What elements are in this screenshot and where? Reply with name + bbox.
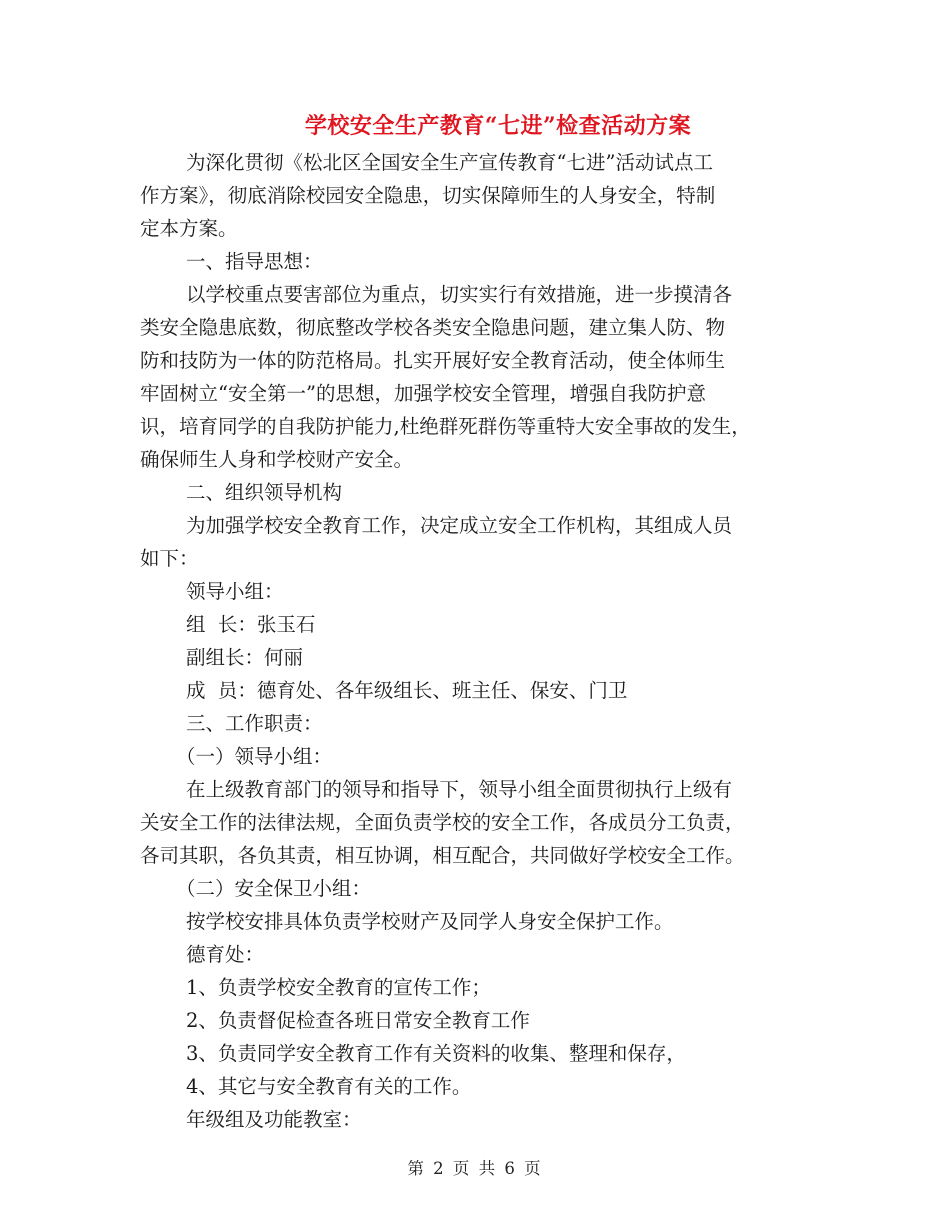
document-body [140,146,820,1136]
subsection-heading-leader-group: （一）领导小组： [176,745,333,768]
paragraph-line: 识，培育同学的自我防护能力,杜绝群死群伤等重特大安全事故的发生， [140,415,751,438]
list-item: 4、其它与安全教育有关的工作。 [186,1075,472,1098]
intro-line: 为深化贯彻《松北区全国安全生产宣传教育“七进”活动试点工 [186,151,713,174]
leader-group-duties-paragraph [140,773,820,872]
list-item: 2、负责督促检查各班日常安全教育工作 [186,1009,530,1032]
paragraph-line: 为加强学校安全教育工作，决定成立安全工作机构，其组成人员 [186,514,733,537]
organization-paragraph [140,509,820,575]
paragraph-line: 防和技防为一体的防范格局。扎实开展好安全教育活动，使全体师生 [140,349,726,372]
list-item: 3、负责同学安全教育工作有关资料的收集、整理和保存， [186,1042,686,1065]
intro-line: 定本方案。 [140,217,238,240]
grade-group-label: 年级组及功能教室： [186,1108,362,1131]
section-heading-duties: 三、工作职责： [186,712,323,735]
guiding-thought-paragraph [140,278,820,476]
document-title: 学校安全生产教育“七进”检查活动方案 [304,113,692,139]
paragraph-line: 各司其职，各负其责，相互协调，相互配合，共同做好学校安全工作。 [140,844,745,867]
section-heading-organization: 二、组织领导机构 [186,481,343,504]
deputy-group-leader: 副组长：何丽 [186,646,304,669]
security-group-duty: 按学校安排具体负责学校财产及同学人身安全保护工作。 [186,910,674,933]
subsection-heading-security-group: （二）安全保卫小组： [176,877,372,900]
paragraph-line: 关安全工作的法律法规，全面负责学校的安全工作，各成员分工负责， [140,811,745,834]
paragraph-line: 类安全隐患底数，彻底整改学校各类安全隐患问题，建立集人防、物 [140,316,726,339]
moral-office-duties-list [140,971,820,1103]
intro-line: 作方案》，彻底消除校园安全隐患，切实保障师生的人身安全，特制 [140,184,716,207]
intro-paragraph [140,146,820,245]
paragraph-line: 以学校重点要害部位为重点，切实实行有效措施，进一步摸清各 [186,283,733,306]
paragraph-line: 确保师生人身和学校财产安全。 [140,448,414,471]
page-number-footer: 第 2 页 共 6 页 [407,1159,543,1178]
paragraph-line: 在上级教育部门的领导和指导下，领导小组全面贯彻执行上级有 [186,778,733,801]
section-heading-guiding-thought: 一、指导思想： [186,250,323,273]
moral-office-label: 德育处： [186,943,265,966]
group-members: 成 员：德育处、各年级组长、班主任、保安、门卫 [186,679,628,702]
paragraph-line: 如下： [140,547,199,570]
paragraph-line: 牢固树立“安全第一”的思想，加强学校安全管理，增强自我防护意 [140,382,706,405]
list-item: 1、负责学校安全教育的宣传工作； [186,976,491,999]
leader-group-label: 领导小组： [186,580,284,603]
group-leader: 组 长：张玉石 [186,613,316,636]
